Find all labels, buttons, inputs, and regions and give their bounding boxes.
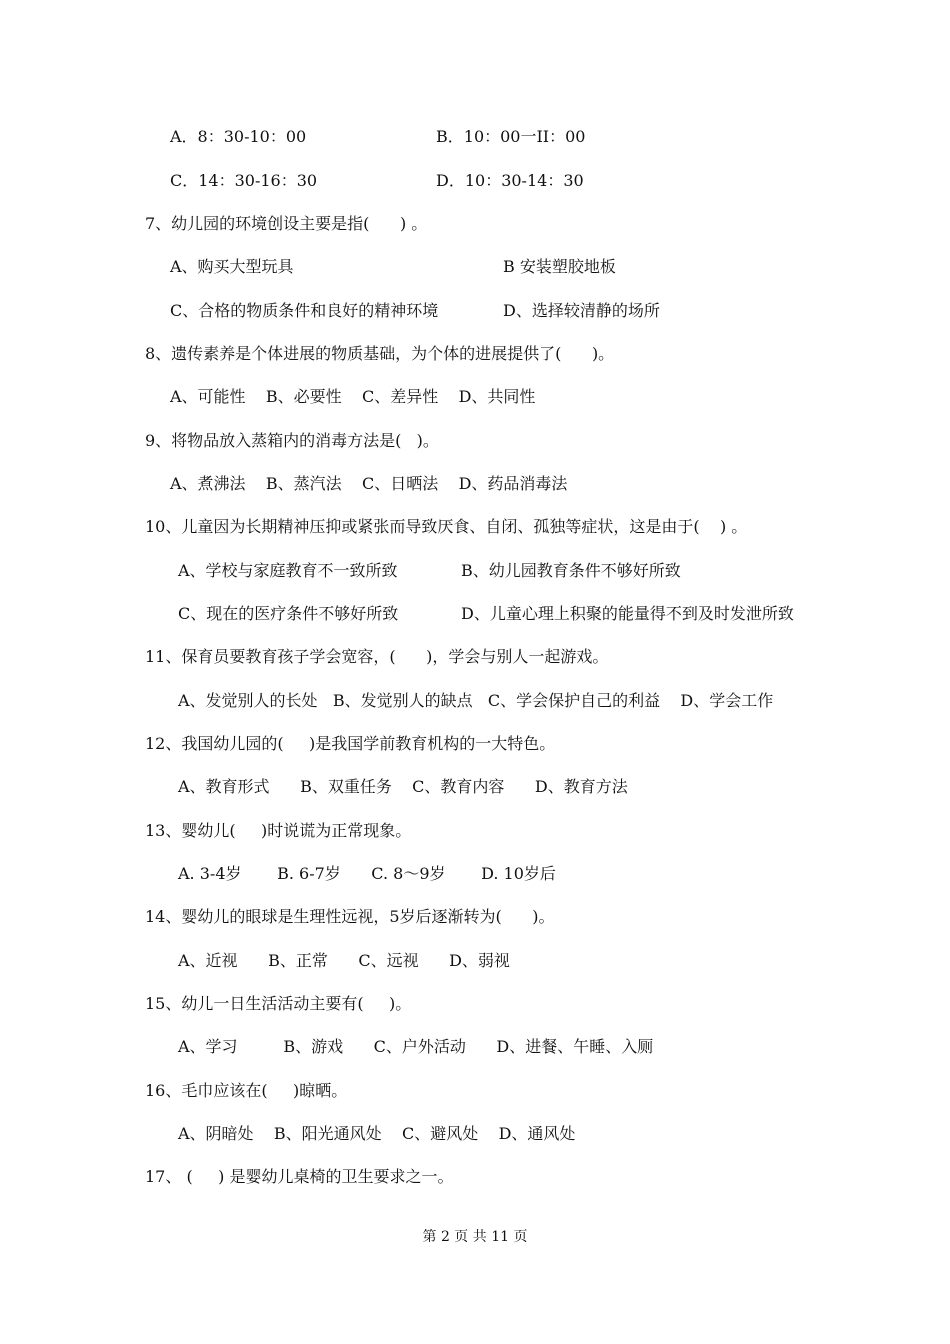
- q14-options: A、近视 B、正常 C、远视 D、弱视: [178, 951, 510, 970]
- q7-option-a: A、购买大型玩具: [170, 257, 294, 276]
- q14-stem: 14、婴幼儿的眼球是生理性远视，5岁后逐渐转为( )。: [145, 907, 555, 926]
- q7-stem: 7、幼儿园的环境创设主要是指( ) 。: [145, 214, 428, 233]
- q17-stem: 17、 ( ) 是婴幼儿桌椅的卫生要求之一。: [145, 1167, 454, 1186]
- q16-options: A、阴暗处 B、阳光通风处 C、避风处 D、通风处: [178, 1124, 576, 1143]
- q15-stem: 15、幼儿一日生活活动主要有( )。: [145, 994, 412, 1013]
- q9-options: A、煮沸法 B、蒸汽法 C、日晒法 D、药品消毒法: [170, 474, 568, 493]
- q8-stem: 8、遗传素养是个体进展的物质基础，为个体的进展提供了( )。: [145, 344, 615, 363]
- q7-option-d: D、选择较清静的场所: [503, 301, 660, 320]
- q9-stem: 9、将物品放入蒸箱内的消毒方法是( )。: [145, 431, 439, 450]
- q13-stem: 13、婴幼儿( )时说谎为正常现象。: [145, 821, 412, 840]
- q10-stem: 10、儿童因为长期精神压抑或紧张而导致厌食、自闭、孤独等症状，这是由于( ) 。: [145, 517, 748, 536]
- q7-option-c: C、合格的物质条件和良好的精神环境: [170, 301, 439, 320]
- q10-option-a: A、学校与家庭教育不一致所致: [178, 561, 398, 580]
- q13-options: A. 3-4岁 B. 6-7岁 C. 8～9岁 D. 10岁后: [178, 864, 556, 883]
- q16-stem: 16、毛巾应该在( )晾晒。: [145, 1081, 348, 1100]
- q10-option-b: B、幼儿园教育条件不够好所致: [461, 561, 681, 580]
- q6-option-b: B．10：00一II：00: [436, 127, 586, 146]
- q6-option-d: D．10：30-14：30: [436, 171, 584, 190]
- page-number-footer: 第 2 页 共 11 页: [422, 1229, 528, 1245]
- q6-option-c: C．14：30-16：30: [170, 171, 318, 190]
- q11-options: A、发觉别人的长处 B、发觉别人的缺点 C、学会保护自己的利益 D、学会工作: [178, 691, 774, 710]
- q10-option-d: D、儿童心理上积聚的能量得不到及时发泄所致: [461, 604, 794, 623]
- q8-options: A、可能性 B、必要性 C、差异性 D、共同性: [170, 387, 536, 406]
- q10-option-c: C、现在的医疗条件不够好所致: [178, 604, 399, 623]
- q6-option-a: A．8：30-10：00: [170, 127, 307, 146]
- q12-options: A、教育形式 B、双重任务 C、教育内容 D、教育方法: [178, 777, 628, 796]
- q7-option-b: B 安装塑胶地板: [503, 257, 616, 276]
- q11-stem: 11、保育员要教育孩子学会宽容，( )，学会与别人一起游戏。: [145, 647, 609, 666]
- q12-stem: 12、我国幼儿园的( )是我国学前教育机构的一大特色。: [145, 734, 556, 753]
- q15-options: A、学习 B、游戏 C、户外活动 D、进餐、午睡、入厕: [178, 1037, 654, 1056]
